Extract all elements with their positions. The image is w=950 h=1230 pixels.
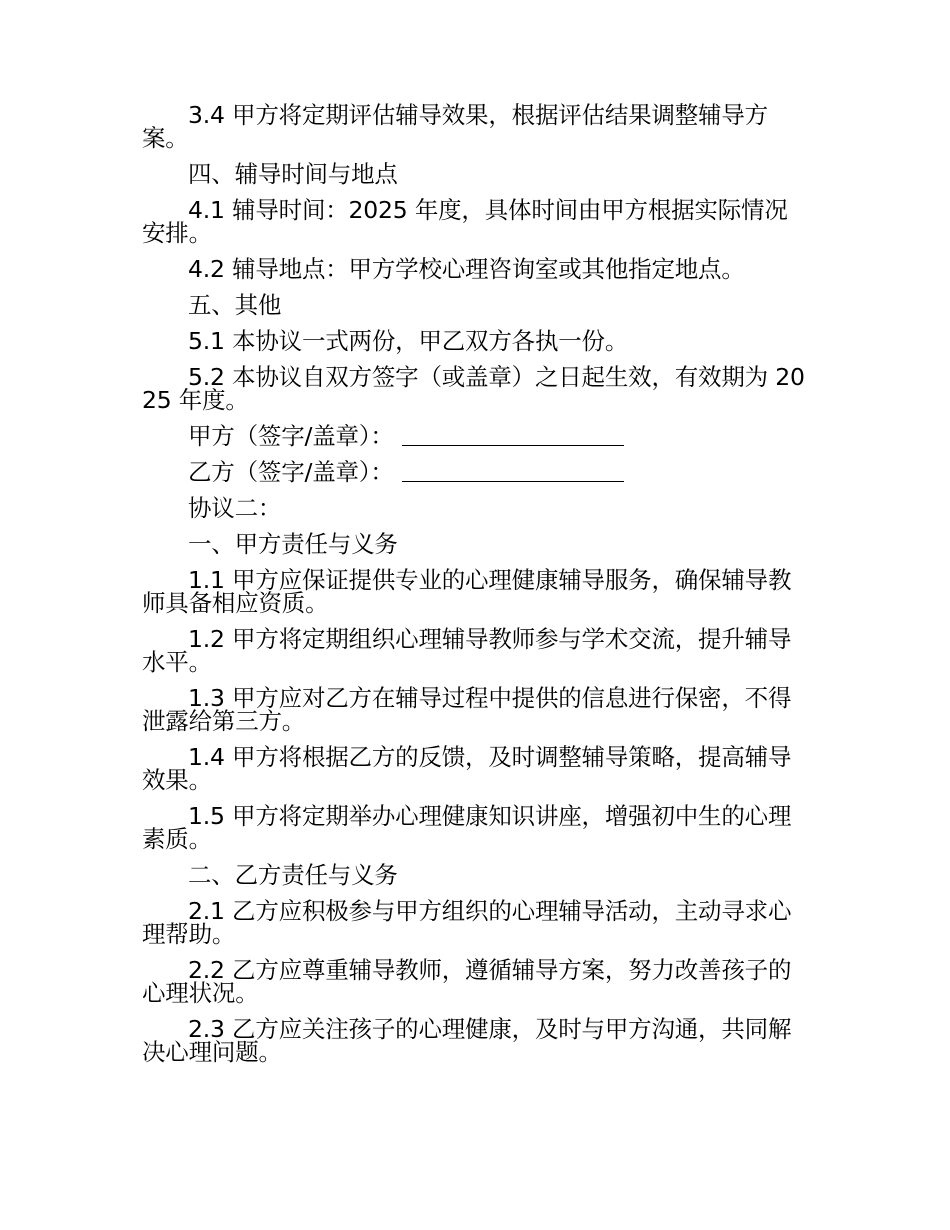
- signature-party-b-label: 乙方（签字/盖章）：: [188, 458, 394, 486]
- agreement-two-title: 协议二：: [188, 494, 282, 522]
- signature-party-a: [142, 422, 806, 450]
- document-body: [142, 101, 806, 1066]
- clause-1-2: 1.2 甲方将定期组织心理辅导教师参与学术交流，提升辅导水平。: [142, 625, 792, 676]
- clause-2-2: 2.2 乙方应尊重辅导教师，遵循辅导方案，努力改善孩子的心理状况。: [142, 956, 792, 1007]
- section-five-heading: 五、其他: [188, 291, 282, 319]
- clause-4-2: 4.2 辅导地点：甲方学校心理咨询室或其他指定地点。: [188, 255, 745, 283]
- clause-2-3: 2.3 乙方应关注孩子的心理健康，及时与甲方沟通，共同解决心理问题。: [142, 1015, 792, 1066]
- clause-1-5: 1.5 甲方将定期举办心理健康知识讲座，增强初中生的心理素质。: [142, 802, 792, 853]
- signature-party-a-label: 甲方（签字/盖章）：: [188, 422, 394, 450]
- section-two-heading: 二、乙方责任与义务: [188, 861, 398, 889]
- clause-5-2: 5.2 本协议自双方签字（或盖章）之日起生效，有效期为 2025 年度。: [142, 363, 805, 414]
- section-four-heading: 四、辅导时间与地点: [188, 160, 398, 188]
- clause-4-1: 4.1 辅导时间：2025 年度，具体时间由甲方根据实际情况安排。: [142, 196, 788, 247]
- section-one-heading: 一、甲方责任与义务: [188, 530, 398, 558]
- clause-5-1: 5.1 本协议一式两份，甲乙双方各执一份。: [188, 327, 629, 355]
- signature-party-b: [142, 458, 806, 486]
- clause-2-1: 2.1 乙方应积极参与甲方组织的心理辅导活动，主动寻求心理帮助。: [142, 897, 792, 948]
- clause-3-4: 3.4 甲方将定期评估辅导效果，根据评估结果调整辅导方案。: [142, 101, 768, 152]
- signature-party-b-line: [402, 461, 624, 482]
- signature-party-a-line: [402, 425, 624, 446]
- clause-1-3: 1.3 甲方应对乙方在辅导过程中提供的信息进行保密，不得泄露给第三方。: [142, 684, 792, 735]
- clause-1-4: 1.4 甲方将根据乙方的反馈，及时调整辅导策略，提高辅导效果。: [142, 743, 792, 794]
- clause-1-1: 1.1 甲方应保证提供专业的心理健康辅导服务，确保辅导教师具备相应资质。: [142, 566, 792, 617]
